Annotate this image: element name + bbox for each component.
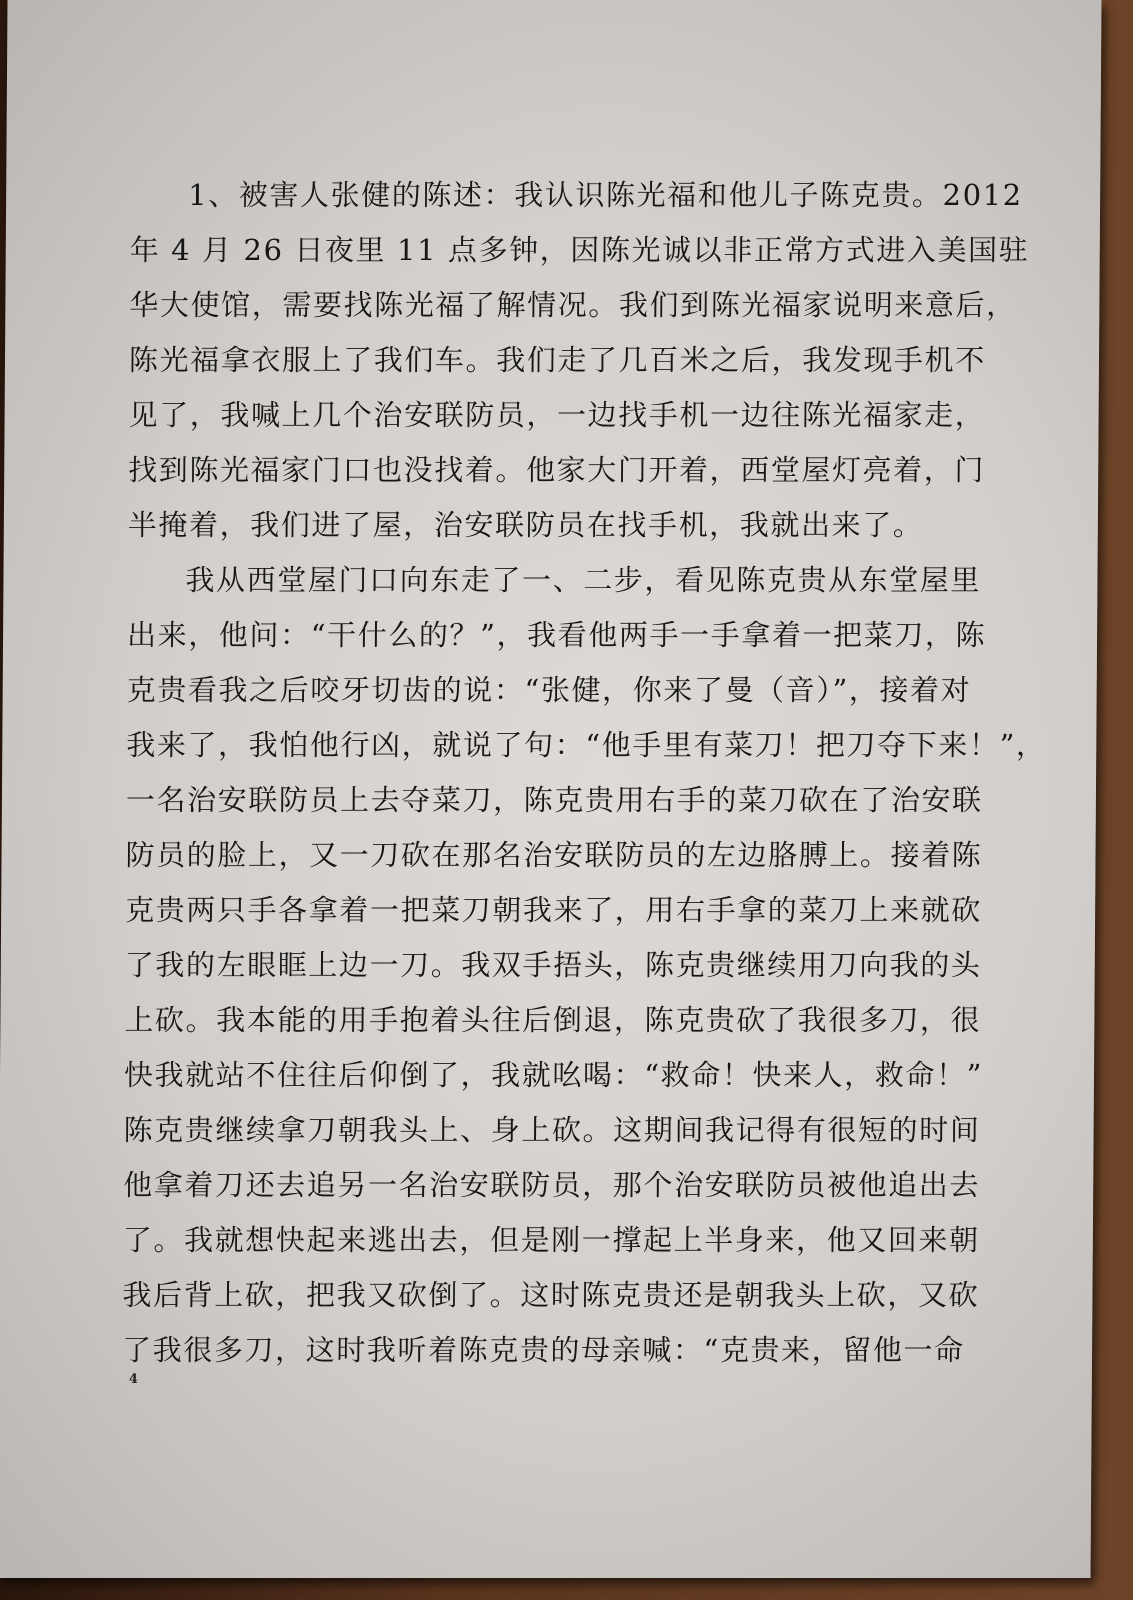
paragraph-2-line-6: 防员的脸上，又一刀砍在那名治安联防员的左边胳膊上。接着陈 bbox=[125, 838, 983, 872]
page-number: 4 bbox=[128, 1372, 138, 1387]
paragraph-2-line-15: 了我很多刀，这时我听着陈克贵的母亲喊：“克贵来，留他一命 bbox=[121, 1333, 965, 1367]
paragraph-2-line-14: 我后背上砍，把我又砍倒了。这时陈克贵还是朝我头上砍，又砍 bbox=[122, 1278, 980, 1312]
paragraph-2-line-4: 我来了，我怕他行凶，就说了句：“他手里有菜刀！把刀夺下来！”， bbox=[126, 728, 1047, 762]
paragraph-2-line-7: 克贵两只手各拿着一把菜刀朝我来了，用右手拿的菜刀上来就砍 bbox=[125, 893, 983, 927]
paragraph-1-line-1: 1、被害人张健的陈述：我认识陈光福和他儿子陈克贵。2012 bbox=[188, 178, 1023, 212]
paragraph-2-line-10: 快我就站不住往后仰倒了，我就吆喝：“救命！快来人，救命！” bbox=[123, 1058, 984, 1092]
paragraph-2-line-12: 他拿着刀还去追另一名治安联防员，那个治安联防员被他追出去 bbox=[123, 1168, 981, 1202]
paragraph-2-line-8: 了我的左眼眶上边一刀。我双手捂头，陈克贵继续用刀向我的头 bbox=[124, 948, 982, 982]
paragraph-2-line-1: 我从西堂屋门口向东走了一、二步，看见陈克贵从东堂屋里 bbox=[185, 563, 982, 597]
paragraph-1-line-5: 见了，我喊上几个治安联防员，一边找手机一边往陈光福家走， bbox=[128, 398, 986, 432]
paragraph-2-line-3: 克贵看我之后咬牙切齿的说：“张健，你来了曼（音）”，接着对 bbox=[126, 673, 972, 707]
document-body bbox=[121, 168, 1047, 1378]
paragraph-1-line-4: 陈光福拿衣服上了我们车。我们走了几百米之后，我发现手机不 bbox=[128, 343, 986, 377]
paragraph-1-line-7: 半掩着，我们进了屋，治安联防员在找手机，我就出来了。 bbox=[127, 508, 924, 542]
paragraph-1-line-6: 找到陈光福家门口也没找着。他家大门开着，西堂屋灯亮着，门 bbox=[128, 453, 986, 487]
paragraph-1-line-3: 华大使馆，需要找陈光福了解情况。我们到陈光福家说明来意后， bbox=[129, 288, 1017, 322]
paragraph-1-line-2: 年 4 月 26 日夜里 11 点多钟，因陈光诚以非正常方式进入美国驻 bbox=[129, 233, 1030, 267]
paragraph-2-line-13: 了。我就想快起来逃出去，但是刚一撑起上半身来，他又回来朝 bbox=[122, 1223, 980, 1257]
paragraph-2-line-11: 陈克贵继续拿刀朝我头上、身上砍。这期间我记得有很短的时间 bbox=[123, 1113, 981, 1147]
paragraph-2-line-2: 出来，他问：“干什么的？”，我看他两手一手拿着一把菜刀，陈 bbox=[126, 618, 987, 652]
paragraph-2-line-9: 上砍。我本能的用手抱着头往后倒退，陈克贵砍了我很多刀，很 bbox=[124, 1003, 982, 1037]
paragraph-2-line-5: 一名治安联防员上去夺菜刀，陈克贵用右手的菜刀砍在了治安联 bbox=[125, 783, 983, 817]
